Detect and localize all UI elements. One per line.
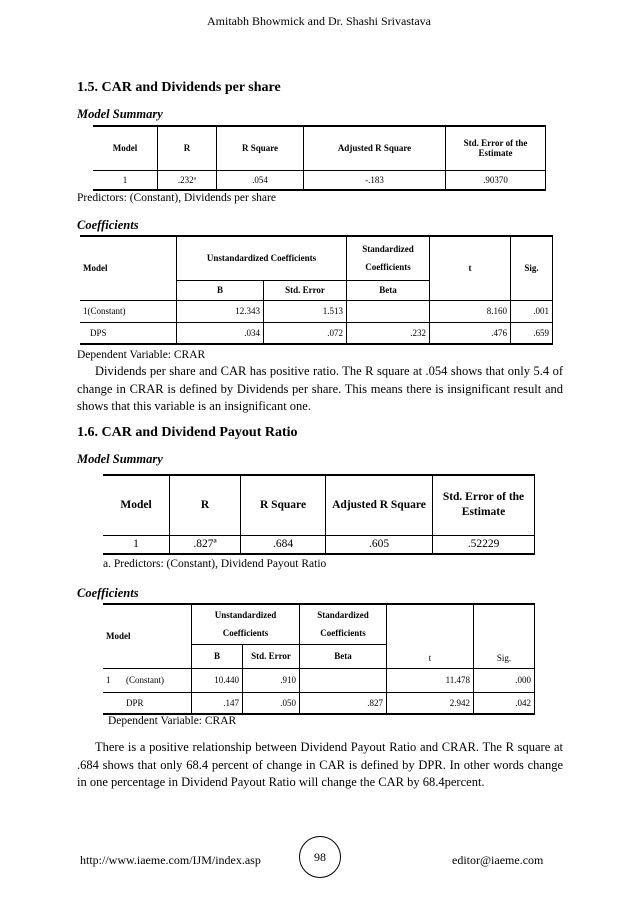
coefficients-table-2: [103, 603, 535, 715]
coef2-header-std: Standardized Coefficients: [300, 604, 387, 644]
ms2-header-model: Model: [103, 475, 170, 535]
coef2-row2-t: 2.942: [387, 692, 474, 714]
footer-email: editor@iaeme.com: [452, 853, 544, 867]
coef1-row2-beta: .232: [347, 322, 430, 344]
coef1-row1-b: 12.343: [177, 300, 264, 322]
table-row: [80, 322, 553, 344]
ms1-cell-rsquare: .054: [217, 170, 304, 190]
ms1-header-adj-rsquare: Adjusted R Square: [304, 126, 446, 170]
section-title-1-6: 1.6. CAR and Dividend Payout Ratio: [77, 425, 298, 440]
coef2-row1-beta: [300, 668, 387, 692]
coef2-header-unstd: Unstandardized Coefficients: [192, 604, 300, 644]
coef2-header-t: t: [387, 604, 474, 668]
footer-url: http://www.iaeme.com/IJM/index.asp: [80, 853, 261, 867]
ms1-header-model: Model: [93, 126, 158, 170]
coef1-row2-name: DPS: [80, 322, 177, 344]
coef1-header-unstd: Unstandardized Coefficients: [177, 236, 347, 280]
ms2-cell-r: .827ª: [170, 535, 241, 554]
coef2-row1-sig: .000: [515, 675, 531, 685]
coef1-row2-b: .034: [177, 322, 264, 344]
dependent-variable-note-2: Dependent Variable: CRAR: [108, 715, 237, 727]
coef1-row1-se: 1.513: [264, 300, 347, 322]
coef1-row1-sig: .001: [533, 306, 549, 316]
coef2-header-se: Std. Error: [243, 644, 300, 668]
coefficients-label-2: Coefficients: [77, 586, 139, 600]
model-summary-table-2: [103, 474, 535, 555]
ms2-header-std-error: Std. Error of the Estimate: [442, 491, 525, 519]
ms2-header-r: R: [170, 475, 241, 535]
coef1-header-beta: Beta: [347, 280, 430, 300]
page-number: 98: [299, 836, 341, 878]
coef1-row2-sig: .659: [533, 327, 549, 338]
table-row: [103, 692, 535, 714]
coef2-row2-name: DPR: [123, 692, 192, 714]
coef2-header-beta: Beta: [300, 644, 387, 668]
table-row: [80, 300, 553, 322]
ms1-cell-r: .232ª: [158, 170, 217, 190]
ms2-cell-model: 1: [103, 535, 170, 554]
ms2-header-rsquare: R Square: [241, 475, 326, 535]
coef2-row1-name: (Constant): [123, 668, 192, 692]
table-row: [103, 668, 535, 692]
coef1-row2-t: .476: [430, 322, 511, 344]
ms1-cell-adj-rsquare: -.183: [304, 170, 446, 190]
coef2-header-b: B: [192, 644, 243, 668]
ms1-cell-model: 1: [93, 170, 158, 190]
coef2-row2-sig: .042: [515, 697, 531, 708]
coef1-header-std: Standardized Coefficients: [347, 236, 430, 280]
coef1-header-se: Std. Error: [264, 280, 347, 300]
coefficients-label-1: Coefficients: [77, 218, 139, 232]
coef1-header-sig: Sig.: [511, 236, 553, 300]
paragraph-1-5: [77, 363, 563, 416]
coef1-row1-beta: [347, 300, 430, 322]
coef2-row1-num: 1: [106, 675, 111, 685]
running-header: Amitabh Bhowmick and Dr. Shashi Srivastava: [207, 14, 431, 28]
model-summary-label-2: Model Summary: [77, 452, 163, 466]
coef2-row1-t: 11.478: [387, 668, 474, 692]
dependent-variable-note-1: Dependent Variable: CRAR: [77, 349, 206, 361]
paragraph-1-6: [77, 739, 563, 792]
ms2-header-adj-rsquare: Adjusted R Square: [326, 475, 433, 535]
coef2-row2-b: .147: [192, 692, 243, 714]
model-summary-label-1: Model Summary: [77, 107, 163, 121]
paragraph-1-6-text: There is a positive relationship between Dividend Payout Ratio and CRAR. The R square at .684 shows that only 68.4 percent of change in CAR is defined by DPR. In other words change in one percentage in Dividend Payout Ratio will change the CAR by 68.4percent.: [77, 740, 563, 789]
coef2-row1-b: 10.440: [192, 668, 243, 692]
coef1-row2-se: .072: [264, 322, 347, 344]
ms1-header-std-error: Std. Error of the Estimate: [463, 138, 528, 159]
predictors-note-2: a. Predictors: (Constant), Dividend Payout Ratio: [103, 558, 327, 570]
coef2-header-sig: Sig.: [474, 604, 535, 668]
coef2-row2-num: [103, 692, 123, 714]
ms1-header-r: R: [158, 126, 217, 170]
coef1-row1-t: 8.160: [430, 300, 511, 322]
predictors-note-1: Predictors: (Constant), Dividends per share: [77, 192, 276, 204]
section-title-1-5: 1.5. CAR and Dividends per share: [77, 80, 281, 95]
model-summary-table-1: [93, 125, 546, 191]
coef1-header-model: Model: [80, 236, 177, 300]
ms1-header-rsquare: R Square: [217, 126, 304, 170]
ms1-cell-std-error: .90370: [483, 174, 508, 185]
coefficients-table-1: [80, 235, 553, 345]
coef1-row1-name: 1(Constant): [80, 300, 177, 322]
ms2-cell-std-error: .52229: [467, 538, 500, 551]
coef2-row1-se: .910: [243, 668, 300, 692]
coef2-row2-se: .050: [243, 692, 300, 714]
coef1-header-b: B: [177, 280, 264, 300]
ms2-cell-rsquare: .684: [241, 535, 326, 554]
ms2-cell-adj-rsquare: .605: [326, 535, 433, 554]
coef2-header-model: Model: [103, 604, 192, 668]
coef2-row2-beta: .827: [300, 692, 387, 714]
coef1-header-t: t: [430, 236, 511, 300]
paragraph-1-5-text: Dividends per share and CAR has positive ratio. The R square at .054 shows that only 5.4 of change in CRAR is defined by Dividends per share. This means there is insignificant result and shows that this variable is an insignificant one.: [77, 364, 563, 413]
